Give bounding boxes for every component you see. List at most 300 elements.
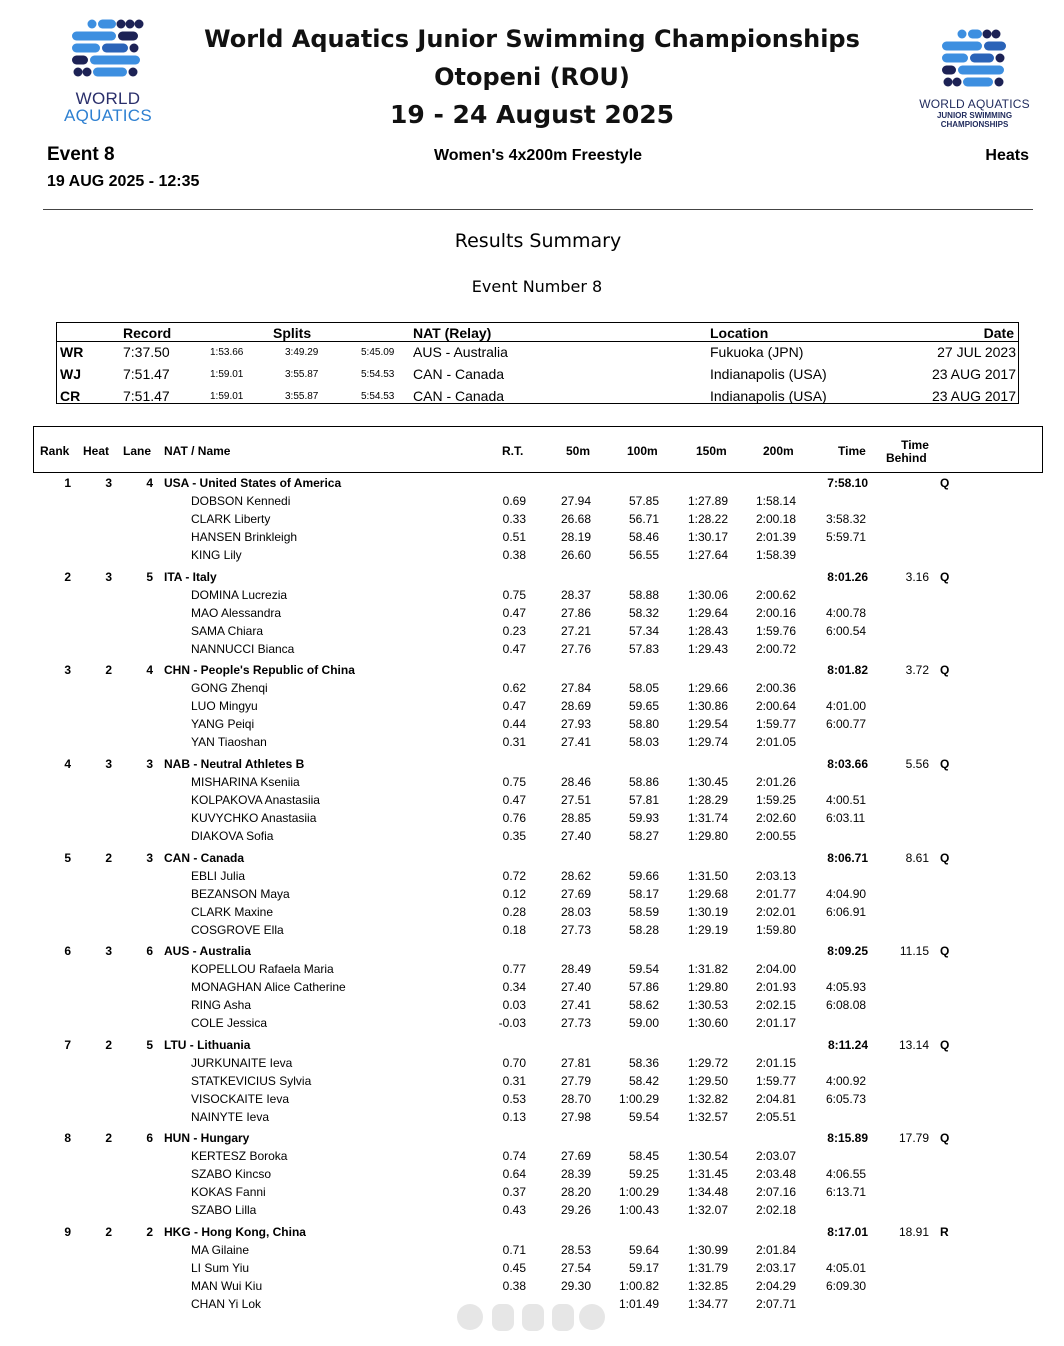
athlete-m150: 1:30.54	[687, 1149, 728, 1163]
athlete-row	[0, 606, 1064, 624]
athlete-m50: 27.69	[560, 1149, 591, 1163]
athlete-row	[0, 642, 1064, 660]
team-q: Q	[940, 570, 950, 584]
athlete-rt: 0.75	[502, 775, 526, 789]
athlete-cum: 6:08.08	[826, 998, 867, 1012]
athlete-m150: 1:28.43	[687, 624, 728, 638]
athlete-name: DIAKOVA Sofia	[191, 829, 274, 843]
athlete-rt: 0.18	[502, 923, 526, 937]
athlete-row	[0, 624, 1064, 642]
athlete-name: BEZANSON Maya	[191, 887, 290, 901]
athlete-m50: 28.19	[560, 530, 591, 544]
athlete-row	[0, 1261, 1064, 1279]
athlete-m150: 1:34.48	[687, 1185, 728, 1199]
record-s1: 1:53.66	[210, 347, 244, 358]
athlete-m100: 58.59	[628, 905, 659, 919]
athlete-rt: 0.72	[502, 869, 526, 883]
athlete-name: DOMINA Lucrezia	[191, 588, 288, 602]
athlete-row	[0, 1203, 1064, 1221]
record-location: Indianapolis (USA)	[710, 388, 827, 404]
athlete-m150: 1:29.19	[687, 923, 728, 937]
athlete-m50: 28.37	[560, 588, 591, 602]
team-rank: 2	[64, 570, 71, 584]
athlete-rt: 0.38	[502, 1279, 526, 1293]
athlete-rt: 0.23	[502, 624, 526, 638]
event-phase: Heats	[985, 147, 1029, 164]
athlete-m50: 27.40	[560, 829, 591, 843]
athlete-cum: 4:06.55	[826, 1167, 867, 1181]
athlete-m150: 1:29.50	[687, 1074, 728, 1088]
team-rank: 3	[64, 663, 71, 677]
athlete-cum: 4:00.51	[826, 793, 867, 807]
athlete-cum: 5:59.71	[826, 530, 867, 544]
athlete-rt: 0.13	[502, 1110, 526, 1124]
athlete-m150: 1:29.54	[687, 717, 728, 731]
logo-right-line3: CHAMPIONSHIPS	[940, 120, 1009, 129]
athlete-m50: 28.46	[560, 775, 591, 789]
team-behind: 17.79	[898, 1131, 929, 1145]
athlete-row	[0, 775, 1064, 793]
record-time: 7:51.47	[123, 388, 170, 404]
col-name: NAT / Name	[164, 444, 231, 458]
record-s2: 3:55.87	[285, 369, 319, 380]
team-behind: 5.56	[905, 757, 929, 771]
athlete-rt: 0.62	[502, 681, 526, 695]
team-nat: USA - United States of America	[164, 476, 342, 490]
athlete-rt: 0.71	[502, 1243, 526, 1257]
athlete-m100: 59.54	[628, 1110, 659, 1124]
team-lane: 6	[146, 1131, 153, 1145]
athlete-m150: 1:30.06	[687, 588, 728, 602]
team-nat: ITA - Italy	[164, 570, 217, 584]
athlete-m50: 27.69	[560, 887, 591, 901]
col-200m: 200m	[763, 444, 794, 458]
athlete-m100: 59.66	[628, 869, 659, 883]
athlete-m150: 1:30.99	[687, 1243, 728, 1257]
team-time: 7:58.10	[827, 476, 868, 490]
team-row	[0, 944, 1064, 962]
athlete-m200: 2:01.26	[755, 775, 796, 789]
logo-left-line2: AQUATICS	[63, 106, 153, 125]
athlete-row	[0, 717, 1064, 735]
athlete-row	[0, 1092, 1064, 1110]
athlete-m200: 2:01.93	[755, 980, 796, 994]
athlete-name: NAINYTE Ieva	[191, 1110, 270, 1124]
athlete-m100: 59.25	[628, 1167, 659, 1181]
athlete-m200: 2:03.07	[755, 1149, 796, 1163]
team-behind: 13.14	[898, 1038, 929, 1052]
athlete-rt: 0.34	[502, 980, 526, 994]
athlete-name: COLE Jessica	[191, 1016, 268, 1030]
team-rank: 5	[64, 851, 71, 865]
results-summary-title: Results Summary	[454, 230, 622, 252]
athlete-name: SZABO Kincso	[191, 1167, 272, 1181]
athlete-m150: 1:29.80	[687, 829, 728, 843]
athlete-m100: 59.65	[628, 699, 659, 713]
athlete-m200: 2:00.72	[755, 642, 796, 656]
col-rank: Rank	[40, 444, 70, 458]
athlete-name: NANNUCCI Bianca	[191, 642, 295, 656]
athlete-m50: 27.73	[560, 923, 591, 937]
athlete-m200: 2:02.60	[755, 811, 796, 825]
athlete-m50: 26.60	[560, 548, 591, 562]
team-lane: 2	[146, 1225, 153, 1239]
athlete-m150: 1:29.72	[687, 1056, 728, 1070]
athlete-m150: 1:29.80	[687, 980, 728, 994]
athlete-m100: 58.42	[628, 1074, 659, 1088]
athlete-m100: 58.03	[628, 735, 659, 749]
athlete-m200: 1:59.77	[755, 1074, 796, 1088]
record-row	[57, 366, 1020, 388]
athlete-cum: 6:05.73	[826, 1092, 867, 1106]
athlete-rt: 0.03	[502, 998, 526, 1012]
athlete-rt: 0.31	[502, 735, 526, 749]
team-time: 8:17.01	[827, 1225, 868, 1239]
athlete-rt: 0.75	[502, 588, 526, 602]
event-number-label: Event 8	[47, 144, 115, 165]
watermark-graphic	[452, 1295, 612, 1337]
athlete-row	[0, 1243, 1064, 1261]
record-s2: 3:49.29	[285, 347, 319, 358]
athlete-m200: 1:58.14	[755, 494, 796, 508]
athlete-rt: 0.37	[502, 1185, 526, 1199]
athlete-m50: 27.21	[560, 624, 591, 638]
team-nat: NAB - Neutral Athletes B	[164, 757, 305, 771]
athlete-m150: 1:32.82	[687, 1092, 728, 1106]
record-s1: 1:59.01	[210, 391, 244, 402]
athlete-m200: 2:01.17	[755, 1016, 796, 1030]
team-time: 8:11.24	[827, 1038, 868, 1052]
event-number-subtitle: Event Number 8	[471, 277, 603, 296]
athlete-m200: 2:07.71	[755, 1297, 796, 1311]
athlete-m50: 27.40	[560, 980, 591, 994]
team-time: 8:01.82	[827, 663, 868, 677]
record-date: 27 JUL 2023	[937, 344, 1016, 360]
athlete-rt: 0.28	[502, 905, 526, 919]
athlete-rt: 0.47	[502, 642, 526, 656]
team-lane: 4	[146, 663, 153, 677]
event-datetime: 19 AUG 2025 - 12:35	[47, 173, 200, 190]
athlete-cum: 3:58.32	[826, 512, 867, 526]
team-q: Q	[940, 851, 950, 865]
record-time: 7:51.47	[123, 366, 170, 382]
team-heat: 2	[105, 1131, 112, 1145]
athlete-cum: 6:03.11	[826, 811, 866, 825]
athlete-name: DOBSON Kennedi	[191, 494, 291, 508]
athlete-name: COSGROVE Ella	[191, 923, 284, 937]
athlete-name: KOLPAKOVA Anastasiia	[191, 793, 320, 807]
athlete-rt: 0.43	[502, 1203, 526, 1217]
logo-right-line1: WORLD AQUATICS	[919, 97, 1030, 111]
athlete-m200: 2:04.29	[755, 1279, 796, 1293]
athlete-m150: 1:30.17	[687, 530, 728, 544]
athlete-m50: 27.79	[560, 1074, 591, 1088]
athlete-m100: 58.05	[628, 681, 659, 695]
athlete-rt: 0.53	[502, 1092, 526, 1106]
col-150m: 150m	[696, 444, 727, 458]
athlete-m50: 27.98	[560, 1110, 591, 1124]
team-row	[0, 570, 1064, 588]
athlete-name: MA Gilaine	[191, 1243, 250, 1257]
athlete-name: YAN Tiaoshan	[191, 735, 267, 749]
record-date: 23 AUG 2017	[931, 366, 1016, 382]
athlete-m150: 1:27.64	[687, 548, 728, 562]
athlete-name: MAN Wui Kiu	[191, 1279, 263, 1293]
col-time: Time	[838, 444, 866, 458]
team-q: Q	[940, 757, 950, 771]
team-nat: AUS - Australia	[164, 944, 251, 958]
team-heat: 2	[105, 851, 112, 865]
athlete-rt: 0.47	[502, 699, 526, 713]
col-lane: Lane	[123, 444, 152, 458]
athlete-m50: 27.41	[560, 998, 591, 1012]
athlete-cum: 4:00.92	[826, 1074, 867, 1088]
athlete-m100: 1:00.82	[618, 1279, 659, 1293]
junior-championships-logo	[902, 28, 1047, 129]
athlete-m50: 28.85	[560, 811, 591, 825]
athlete-m100: 59.64	[628, 1243, 659, 1257]
athlete-m100: 58.27	[628, 829, 659, 843]
athlete-m50: 28.20	[560, 1185, 591, 1199]
team-lane: 6	[146, 944, 153, 958]
athlete-m200: 2:01.05	[755, 735, 796, 749]
athlete-rt: 0.33	[502, 512, 526, 526]
junior-championships-mark-icon	[902, 28, 1047, 98]
athlete-m150: 1:34.77	[687, 1297, 728, 1311]
athlete-m200: 2:03.17	[755, 1261, 796, 1275]
record-s3: 5:54.53	[361, 369, 395, 380]
athlete-m150: 1:31.74	[687, 811, 728, 825]
results-table-header	[33, 426, 1043, 473]
team-row	[0, 663, 1064, 681]
col-heat: Heat	[83, 444, 110, 458]
team-behind: 3.16	[905, 570, 929, 584]
records-header-nat: NAT (Relay)	[413, 325, 492, 341]
record-nat: CAN - Canada	[413, 388, 505, 404]
athlete-row	[0, 1185, 1064, 1203]
athlete-m50: 28.70	[560, 1092, 591, 1106]
athlete-name: MAO Alessandra	[191, 606, 282, 620]
athlete-name: LUO Mingyu	[191, 699, 258, 713]
athlete-rt: 0.51	[502, 530, 526, 544]
records-header-date: Date	[983, 325, 1014, 341]
athlete-m200: 1:59.77	[755, 717, 796, 731]
athlete-m100: 1:00.29	[618, 1092, 659, 1106]
athlete-rt: 0.47	[502, 606, 526, 620]
athlete-name: YANG Peiqi	[191, 717, 255, 731]
record-code: CR	[60, 388, 81, 404]
team-nat: HKG - Hong Kong, China	[164, 1225, 306, 1239]
athlete-row	[0, 512, 1064, 530]
athlete-m100: 58.62	[628, 998, 659, 1012]
athlete-m100: 58.46	[628, 530, 659, 544]
athlete-m150: 1:30.60	[687, 1016, 728, 1030]
athlete-name: KOKAS Fanni	[191, 1185, 266, 1199]
record-code: WJ	[60, 366, 81, 382]
athlete-row	[0, 1149, 1064, 1167]
athlete-row	[0, 1056, 1064, 1074]
athlete-m50: 28.62	[560, 869, 591, 883]
record-nat: AUS - Australia	[413, 344, 508, 360]
team-time: 8:01.26	[827, 570, 868, 584]
title-line1: World Aquatics Junior Swimming Championships	[204, 25, 860, 53]
athlete-m100: 58.28	[628, 923, 659, 937]
athlete-m100: 57.85	[628, 494, 659, 508]
athlete-m150: 1:32.85	[687, 1279, 728, 1293]
athlete-m200: 2:02.01	[755, 905, 796, 919]
athlete-name: GONG Zhenqi	[191, 681, 268, 695]
record-time: 7:37.50	[123, 344, 170, 360]
athlete-m100: 1:01.49	[618, 1297, 659, 1311]
team-rank: 7	[64, 1038, 71, 1052]
team-q: R	[940, 1225, 949, 1239]
team-behind: 11.15	[899, 944, 929, 958]
athlete-rt: 0.77	[502, 962, 526, 976]
athlete-m200: 2:00.64	[755, 699, 796, 713]
athlete-name: RING Asha	[191, 998, 252, 1012]
record-s1: 1:59.01	[210, 369, 244, 380]
athlete-rt: 0.31	[502, 1074, 526, 1088]
athlete-m100: 58.17	[628, 887, 659, 901]
team-q: Q	[940, 1038, 950, 1052]
athlete-m100: 57.81	[628, 793, 659, 807]
record-location: Fukuoka (JPN)	[710, 344, 804, 360]
athlete-rt: 0.74	[502, 1149, 526, 1163]
athlete-rt: 0.69	[502, 494, 526, 508]
team-heat: 2	[105, 1038, 112, 1052]
team-time: 8:09.25	[827, 944, 868, 958]
team-heat: 3	[105, 570, 112, 584]
athlete-m200: 2:02.18	[755, 1203, 796, 1217]
athlete-row	[0, 869, 1064, 887]
athlete-row	[0, 699, 1064, 717]
athlete-cum: 6:06.91	[826, 905, 867, 919]
athlete-name: CHAN Yi Lok	[191, 1297, 262, 1311]
athlete-row	[0, 923, 1064, 941]
athlete-m50: 27.73	[560, 1016, 591, 1030]
team-time: 8:15.89	[827, 1131, 868, 1145]
athlete-name: CLARK Liberty	[191, 512, 271, 526]
team-behind: 8.61	[905, 851, 929, 865]
athlete-m100: 59.00	[628, 1016, 659, 1030]
athlete-m100: 57.86	[628, 980, 659, 994]
athlete-m150: 1:30.45	[687, 775, 728, 789]
athlete-rt: 0.12	[502, 887, 526, 901]
athlete-m50: 27.81	[560, 1056, 591, 1070]
athlete-rt: 0.64	[502, 1167, 526, 1181]
athlete-row	[0, 588, 1064, 606]
records-header-record: Record	[123, 325, 172, 341]
athlete-row	[0, 494, 1064, 512]
athlete-m100: 58.80	[628, 717, 659, 731]
athlete-row	[0, 1016, 1064, 1034]
athlete-rt: 0.44	[502, 717, 526, 731]
team-q: Q	[940, 944, 950, 958]
athlete-name: SZABO Lilla	[191, 1203, 257, 1217]
team-behind: 3.72	[905, 663, 929, 677]
athlete-m100: 59.17	[628, 1261, 659, 1275]
athlete-m200: 2:03.48	[755, 1167, 796, 1181]
athlete-m200: 1:59.80	[755, 923, 796, 937]
athlete-m50: 29.26	[560, 1203, 591, 1217]
athlete-m50: 26.68	[560, 512, 591, 526]
athlete-m200: 2:01.84	[755, 1243, 796, 1257]
athlete-m50: 27.86	[560, 606, 591, 620]
athlete-m100: 59.54	[628, 962, 659, 976]
athlete-m150: 1:32.07	[687, 1203, 728, 1217]
athlete-name: KUVYCHKO Anastasiia	[191, 811, 317, 825]
team-nat: CAN - Canada	[164, 851, 245, 865]
team-rank: 6	[64, 944, 71, 958]
athlete-m200: 2:00.62	[755, 588, 796, 602]
team-heat: 3	[105, 476, 112, 490]
athlete-name: HANSEN Brinkleigh	[191, 530, 298, 544]
team-nat: HUN - Hungary	[164, 1131, 250, 1145]
record-location: Indianapolis (USA)	[710, 366, 827, 382]
athlete-name: LI Sum Yiu	[191, 1261, 250, 1275]
title-line3: 19 - 24 August 2025	[389, 100, 675, 129]
athlete-m50: 27.84	[560, 681, 591, 695]
team-time: 8:03.66	[827, 757, 868, 771]
athlete-m150: 1:30.53	[687, 998, 728, 1012]
athlete-m50: 27.94	[560, 494, 591, 508]
athlete-cum: 4:00.78	[826, 606, 867, 620]
athlete-row	[0, 735, 1064, 753]
athlete-m200: 2:05.51	[755, 1110, 796, 1124]
record-s3: 5:45.09	[361, 347, 395, 358]
records-header-splits: Splits	[273, 325, 312, 341]
athlete-m100: 58.45	[628, 1149, 659, 1163]
team-rank: 9	[64, 1225, 71, 1239]
team-row	[0, 476, 1064, 494]
athlete-name: KOPELLOU Rafaela Maria	[191, 962, 334, 976]
athlete-m200: 2:02.15	[755, 998, 796, 1012]
athlete-m150: 1:27.89	[687, 494, 728, 508]
athlete-rt: 0.47	[502, 793, 526, 807]
record-code: WR	[60, 344, 84, 360]
athlete-m150: 1:31.82	[687, 962, 728, 976]
team-q: Q	[940, 663, 950, 677]
athlete-m200: 1:59.76	[755, 624, 796, 638]
team-lane: 5	[146, 570, 153, 584]
athlete-m200: 2:00.16	[755, 606, 796, 620]
athlete-m200: 2:04.81	[755, 1092, 796, 1106]
athlete-cum: 6:13.71	[826, 1185, 867, 1199]
athlete-row	[0, 530, 1064, 548]
athlete-rt: 0.70	[502, 1056, 526, 1070]
records-table	[56, 322, 1019, 404]
record-row	[57, 344, 1020, 366]
athlete-cum: 4:05.01	[826, 1261, 867, 1275]
athlete-name: MONAGHAN Alice Catherine	[191, 980, 346, 994]
athlete-cum: 6:00.54	[826, 624, 867, 638]
athlete-m50: 28.03	[560, 905, 591, 919]
athlete-m50: 28.49	[560, 962, 591, 976]
athlete-row	[0, 681, 1064, 699]
team-rank: 4	[64, 757, 71, 771]
athlete-m200: 1:59.25	[755, 793, 796, 807]
athlete-row	[0, 998, 1064, 1016]
team-row	[0, 1038, 1064, 1056]
athlete-m50: 28.39	[560, 1167, 591, 1181]
team-row	[0, 851, 1064, 869]
athlete-m150: 1:30.86	[687, 699, 728, 713]
athlete-row	[0, 1110, 1064, 1128]
athlete-m150: 1:29.43	[687, 642, 728, 656]
team-row	[0, 1131, 1064, 1149]
athlete-m100: 58.36	[628, 1056, 659, 1070]
athlete-m50: 27.76	[560, 642, 591, 656]
